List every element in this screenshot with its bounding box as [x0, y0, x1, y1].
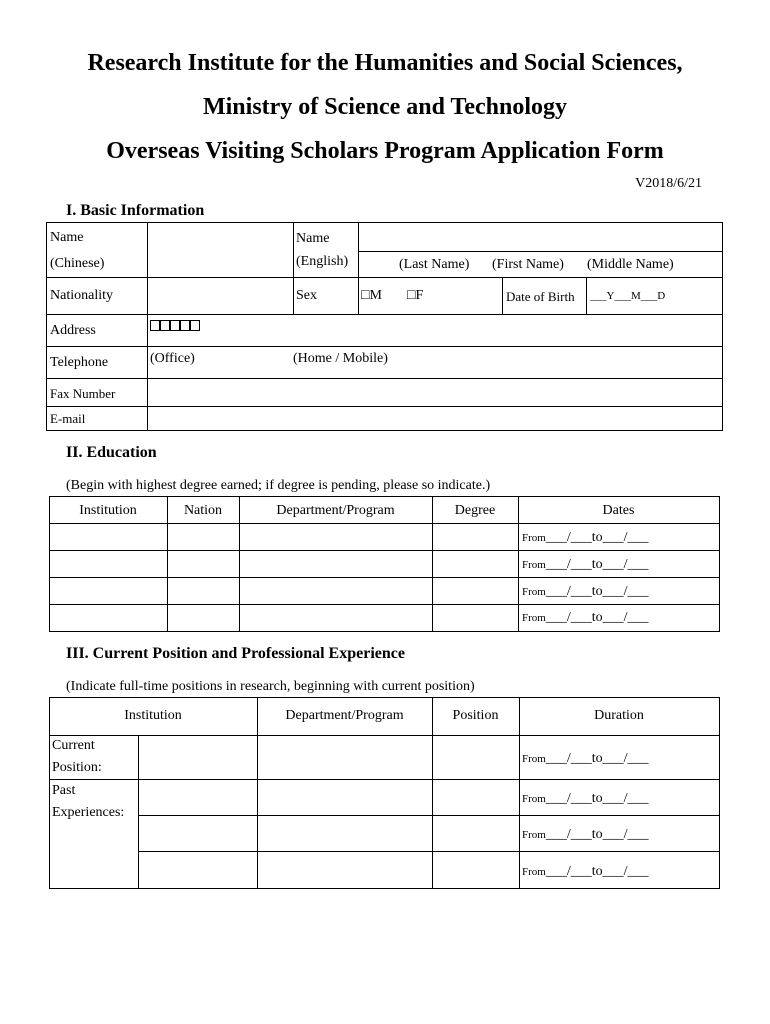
exp-date-range[interactable] [522, 751, 649, 767]
edu-col-degree: Degree [454, 503, 496, 518]
from-word: From [522, 753, 546, 765]
address-label: Address [50, 323, 96, 338]
from-word: From [522, 532, 546, 544]
name-chinese-label: Name [50, 230, 84, 245]
exp-col-duration: Duration [594, 708, 644, 723]
from-word: From [522, 829, 546, 841]
form-version: V2018/6/21 [635, 176, 702, 191]
chinese-label: (Chinese) [50, 256, 105, 271]
first-name-hint: (First Name) [492, 257, 564, 272]
from-word: From [522, 866, 546, 878]
date-blanks: ___/___to___/___ [545, 530, 649, 545]
home-phone-label: (Home / Mobile) [293, 351, 388, 366]
from-word: From [522, 586, 546, 598]
edu-date-range[interactable] [522, 530, 649, 546]
exp-col-institution: Institution [124, 708, 182, 723]
date-blanks: ___/___to___/___ [545, 791, 649, 806]
edu-date-range[interactable] [522, 610, 649, 626]
form-title-line3: Overseas Visiting Scholars Program Application Form [106, 138, 664, 164]
form-title-line1: Research Institute for the Humanities and Social Sciences, [87, 50, 683, 76]
edu-date-range[interactable] [522, 584, 649, 600]
education-note: (Begin with highest degree earned; if degree is pending, please so indicate.) [66, 478, 491, 493]
sex-label: Sex [296, 288, 317, 303]
middle-name-hint: (Middle Name) [587, 257, 674, 272]
current-position-label-1: Current [52, 738, 95, 753]
dob-label: Date of Birth [506, 289, 575, 304]
date-blanks: ___/___to___/___ [545, 751, 649, 766]
past-experiences-label-2: Experiences: [52, 805, 125, 820]
dob-format: ___Y___M___D [590, 290, 666, 302]
edu-col-dates: Dates [602, 503, 635, 518]
edu-col-institution: Institution [79, 503, 137, 518]
exp-col-department: Department/Program [285, 708, 404, 723]
telephone-label: Telephone [50, 355, 109, 370]
email-label: E-mail [50, 411, 86, 426]
date-blanks: ___/___to___/___ [545, 610, 649, 625]
edu-col-nation: Nation [183, 503, 223, 518]
from-word: From [522, 612, 546, 624]
last-name-hint: (Last Name) [399, 257, 470, 272]
sex-male-checkbox[interactable]: □M [361, 288, 382, 303]
date-blanks: ___/___to___/___ [545, 584, 649, 599]
fax-label: Fax Number [50, 386, 116, 401]
current-position-label-2: Position: [52, 760, 102, 775]
exp-date-range[interactable] [522, 791, 649, 807]
exp-date-range[interactable] [522, 827, 649, 843]
exp-col-position: Position [452, 708, 499, 723]
past-experiences-label-1: Past [52, 783, 76, 798]
office-phone-label: (Office) [150, 351, 195, 366]
from-word: From [522, 559, 546, 571]
sex-female-checkbox[interactable]: □F [407, 288, 424, 303]
form-title-line2: Ministry of Science and Technology [202, 94, 568, 120]
postal-code-boxes[interactable] [150, 320, 200, 331]
nationality-label: Nationality [50, 288, 113, 303]
edu-col-department: Department/Program [276, 503, 395, 518]
date-blanks: ___/___to___/___ [545, 557, 649, 572]
date-blanks: ___/___to___/___ [545, 827, 649, 842]
english-label: (English) [296, 254, 349, 269]
exp-date-range[interactable] [522, 864, 649, 880]
name-english-label: Name [296, 231, 330, 246]
date-blanks: ___/___to___/___ [545, 864, 649, 879]
section-experience-heading: III. Current Position and Professional Experience [66, 645, 405, 662]
section-basic-heading: I. Basic Information [66, 202, 205, 219]
edu-date-range[interactable] [522, 557, 649, 573]
section-education-heading: II. Education [66, 444, 157, 461]
from-word: From [522, 793, 546, 805]
experience-note: (Indicate full-time positions in research, beginning with current position) [66, 679, 475, 694]
